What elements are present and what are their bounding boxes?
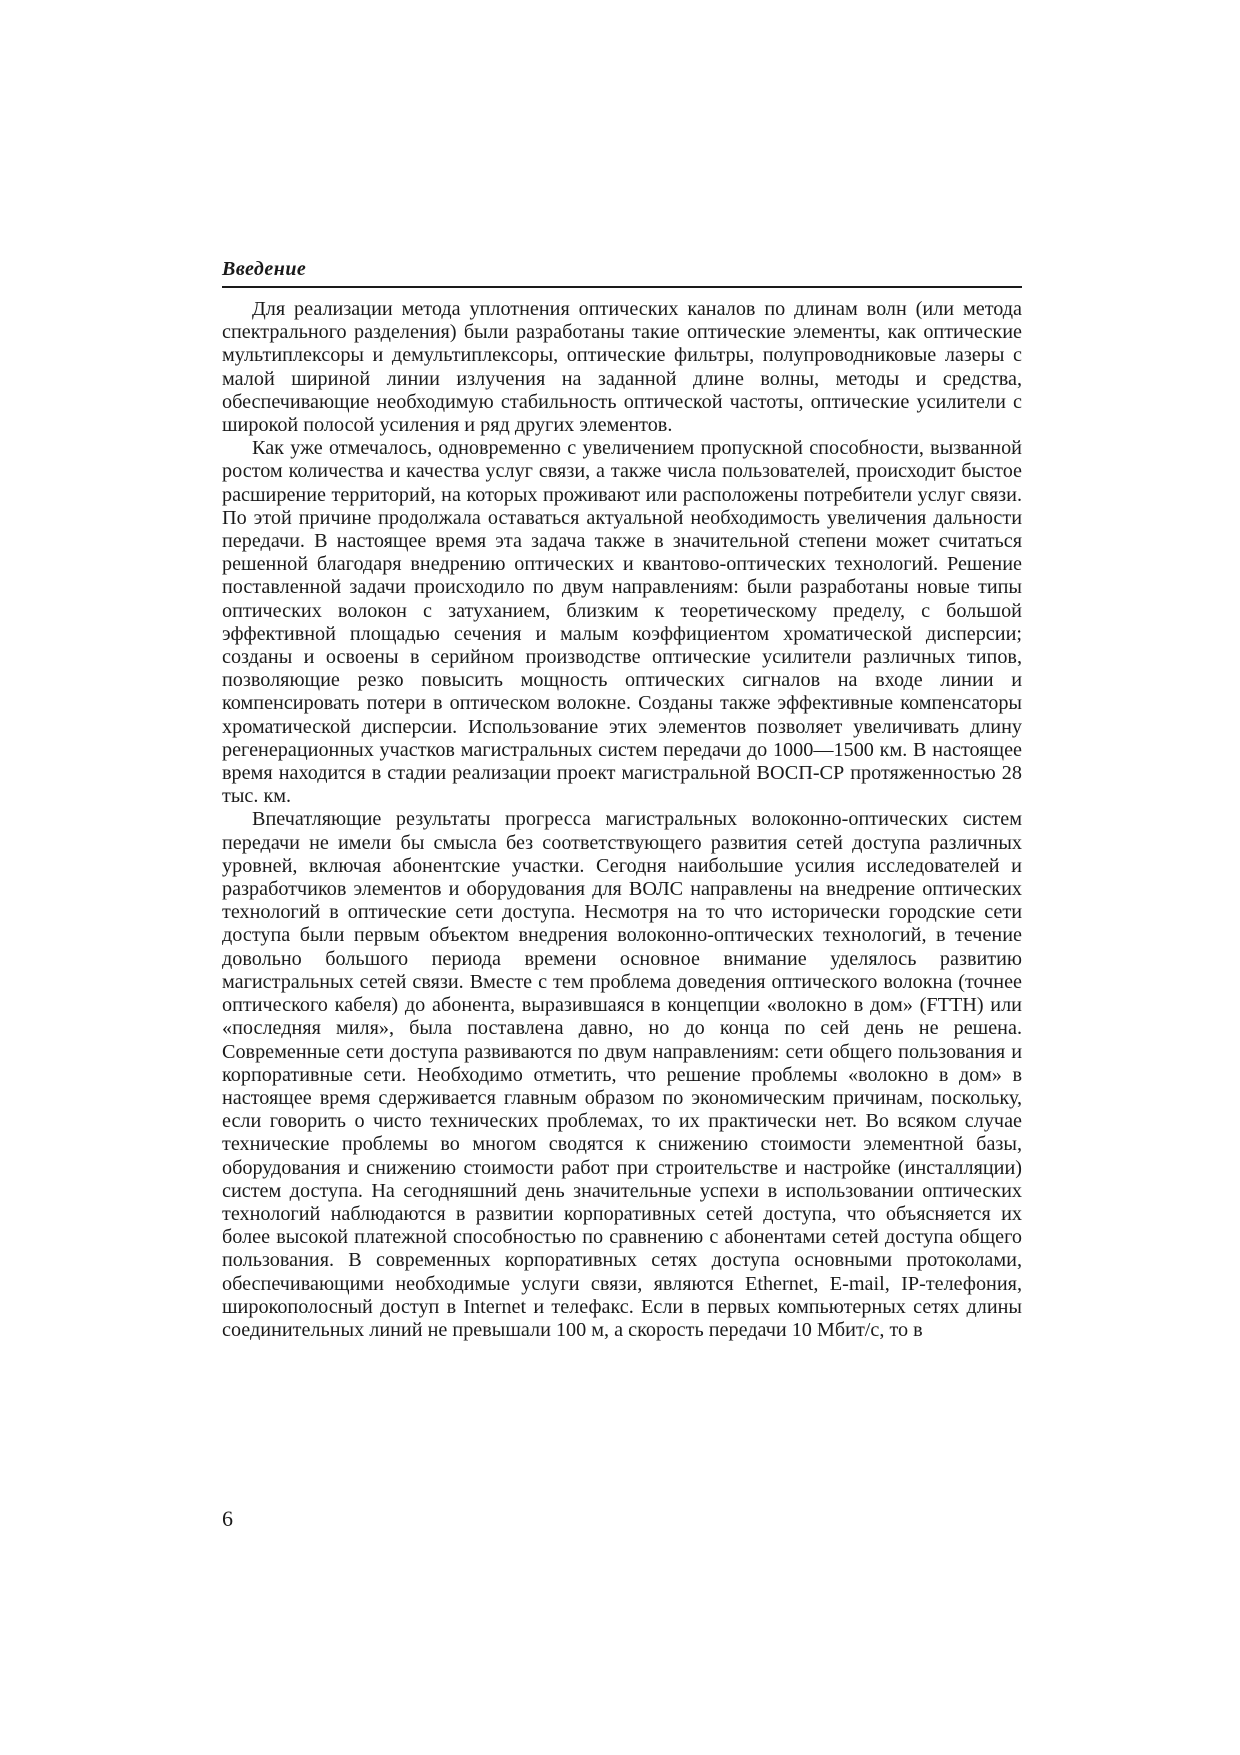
paragraph-1: Для реализации метода уплотнения оптических каналов по длинам волн (или метода спектрального разделения) были разработаны такие оптические элементы, как оптические мультиплексоры и демультиплексоры, оптические фильтры, полупроводниковые лазеры с малой шириной линии излучения на заданной длине волны, методы и средства, обеспечивающие необходимую стабильность оптической частоты, оптические усилители с широкой полосой усиления и ряд других элементов.	[222, 298, 1022, 437]
paragraph-3: Впечатляющие результаты прогресса магистральных волоконно-оптических систем передачи не имели бы смысла без соответствующего развития сетей доступа различных уровней, включая абонентские участки. Сегодня наибольшие усилия исследователей и разработчиков элементов и оборудования для ВОЛС направлены на внедрение оптических технологий в оптические сети доступа. Несмотря на то что исторически городские сети доступа были первым объектом внедрения волоконно-оптических технологий, в течение довольно большого периода времени основное внимание уделялось развитию магистральных сетей связи. Вместе с тем проблема доведения оптического волокна (точнее оптического кабеля) до абонента, выразившаяся в концепции «волокно в дом» (FTTH) или «последняя миля», была поставлена давно, но до конца по сей день не решена. Современные сети доступа развиваются по двум направлениям: сети общего пользования и корпоративные сети. Необходимо отметить, что решение проблемы «волокно в дом» в настоящее время сдерживается главным образом по экономическим причинам, поскольку, если говорить о чисто технических проблемах, то их практически нет. Во всяком случае технические проблемы во многом сводятся к снижению стоимости элементной базы, оборудования и снижению стоимости работ при строительстве и настройке (инсталляции) систем доступа. На сегодняшний день значительные успехи в использовании оптических технологий наблюдаются в развитии корпоративных сетей доступа, что объясняется их более высокой платежной способностью по сравнению с абонентами сетей доступа общего пользования. В современных корпоративных сетях доступа основными протоколами, обеспечивающими необходимые услуги связи, являются Ethernet, E-mail, IP-телефония, широкополосный доступ в Internet и телефакс. Если в первых компьютерных сетях длины соединительных линий не превышали 100 м, а скорость передачи 10 Мбит/с, то в	[222, 808, 1022, 1341]
running-head	[222, 256, 1022, 288]
paragraph-2: Как уже отмечалось, одновременно с увеличением пропускной способности, вызванной ростом количества и качества услуг связи, а также числа пользователей, происходит быстое расширение территорий, на которых проживают или расположены потребители услуг связи. По этой причине продолжала оставаться актуальной необходимость увеличения дальности передачи. В настоящее время эта задача также в значительной степени может считаться решенной благодаря внедрению оптических и квантово-оптических технологий. Решение поставленной задачи происходило по двум направлениям: были разработаны новые типы оптических волокон с затуханием, близким к теоретическому пределу, с большой эффективной площадью сечения и малым коэффициентом хроматической дисперсии; созданы и освоены в серийном производстве оптические усилители различных типов, позволяющие резко повысить мощность оптических сигналов на входе линии и компенсировать потери в оптическом волокне. Созданы также эффективные компенсаторы хроматической дисперсии. Использование этих элементов позволяет увеличивать длину регенерационных участков магистральных систем передачи до 1000—1500 км. В настоящее время находится в стадии реализации проект магистральной ВОСП-СР протяженностью 28 тыс. км.	[222, 437, 1022, 808]
body-text	[222, 298, 1022, 1342]
page-number: 6	[222, 1506, 233, 1531]
running-head-title: Введение	[222, 258, 307, 280]
